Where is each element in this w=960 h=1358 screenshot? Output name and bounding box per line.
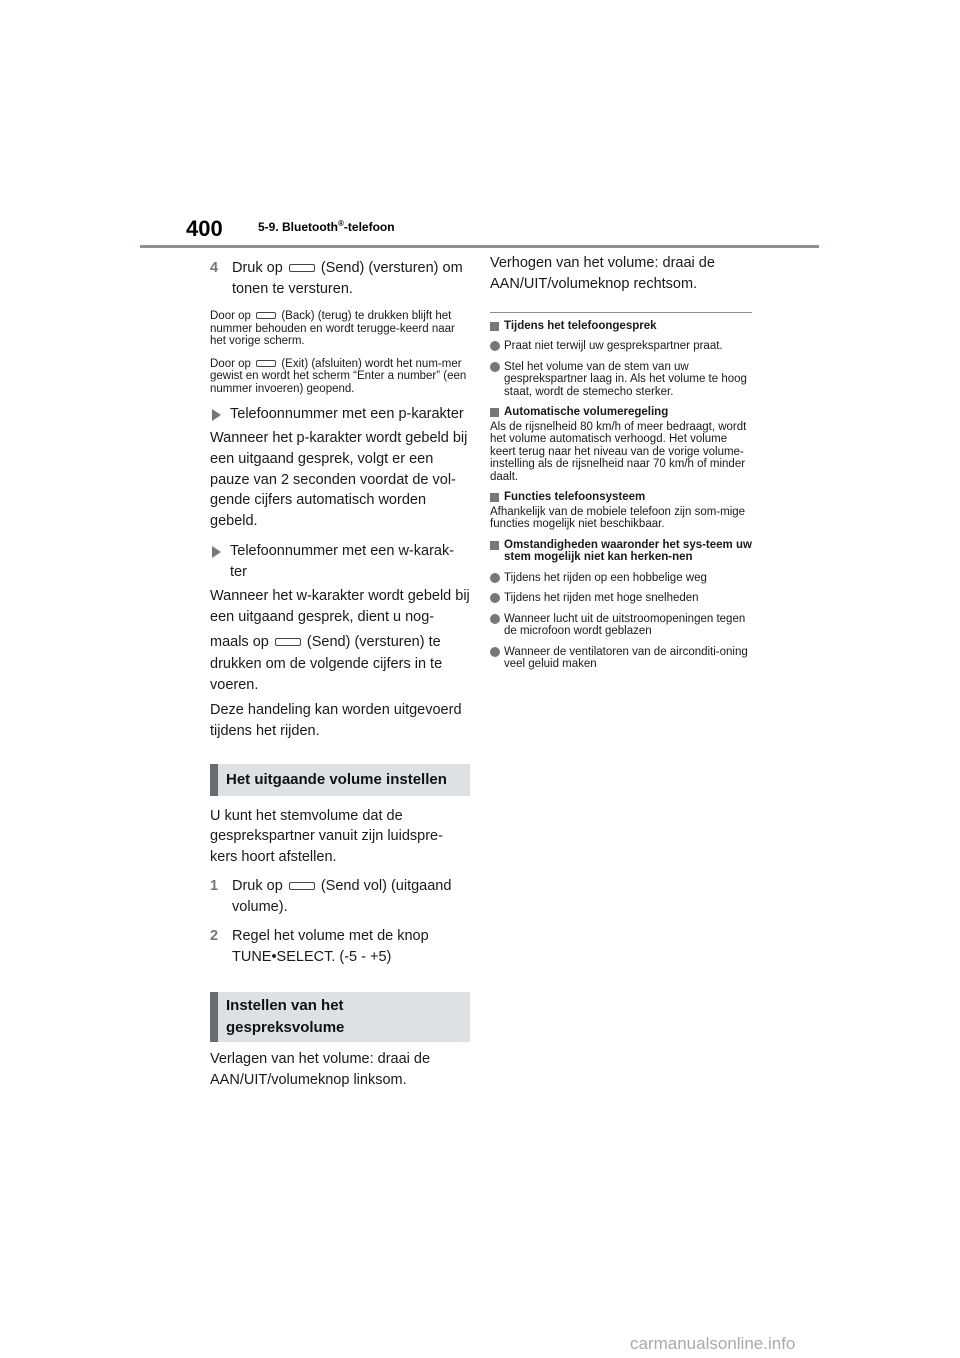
raise-volume-text: Verhogen van het volume: draai de AAN/UIT/volumeknop rechtsom. <box>490 255 715 292</box>
divider <box>490 312 752 313</box>
bullet-item <box>490 361 752 399</box>
back-note <box>210 310 470 348</box>
step-1 <box>210 876 470 918</box>
w-character-heading <box>210 541 470 583</box>
step-1-text-b: (Send vol) (uitgaand volume). <box>232 877 452 915</box>
dot-bullet-icon <box>490 341 500 351</box>
during-call-heading <box>490 320 752 333</box>
w-character-body-3: drukken om de volgende cijfers in te voeren. <box>210 656 443 694</box>
step-1-text-a: Druk op <box>232 877 283 894</box>
auto-volume-heading <box>490 406 752 419</box>
back-note-a: Door op <box>210 310 251 322</box>
lower-volume-text: Verlagen van het volume: draai de AAN/UIT/volumeknop linksom. <box>210 1050 431 1088</box>
right-column <box>490 253 752 671</box>
p-character-body: Wanneer het p-karakter wordt gebeld bij een uitgaand gesprek, volgt er een pauze van 2 seconden voordat de vol-gende cijfers automatisch worden gebeld. <box>210 430 468 530</box>
phone-functions-heading-text: Functies telefoonsysteem <box>504 491 646 504</box>
bullet-item <box>490 592 752 605</box>
w-heading-text: Telefoonnummer met een w-karak-ter <box>230 542 455 580</box>
w-body-2b: (Send) (versturen) te <box>306 633 441 650</box>
step-2-text: Regel het volume met de knop TUNE•SELECT. (-5 - +5) <box>232 927 429 965</box>
p-character-heading <box>210 404 470 425</box>
exit-button-icon <box>256 360 276 367</box>
exit-note <box>210 358 470 396</box>
back-button-icon <box>256 312 276 319</box>
banner-call-volume: Instellen van het gespreksvolume <box>210 992 470 1042</box>
square-bullet-icon <box>490 541 499 550</box>
page-number: 400 <box>186 216 223 241</box>
send-button-icon <box>289 264 315 272</box>
step-4-text-a: Druk op <box>232 260 283 276</box>
page-header <box>140 208 819 248</box>
step-4-text-b: (Send) (versturen) om tonen te versturen. <box>232 260 463 297</box>
bullet-text: Praat niet terwijl uw gesprekspartner praat. <box>504 340 723 353</box>
step-number: 1 <box>210 877 219 894</box>
bullet-text: Wanneer lucht uit de uitstroomopeningen tegen de microfoon wordt geblazen <box>504 612 746 638</box>
send-button-icon <box>275 638 301 646</box>
bullet-item <box>490 572 752 585</box>
bullet-item <box>490 340 752 353</box>
banner-outgoing-volume: Het uitgaande volume instellen <box>210 764 470 796</box>
send-vol-button-icon <box>289 882 315 890</box>
driving-note: Deze handeling kan worden uitgevoerd tijdens het rijden. <box>210 701 462 739</box>
square-bullet-icon <box>490 408 499 417</box>
bullet-text: Stel het volume van de stem van uw gesprekspartner laag in. Als het volume te hoog staat, wordt de stemecho sterker. <box>504 360 747 398</box>
w-character-body-1: Wanneer het w-karakter wordt gebeld bij een uitgaand gesprek, dient u nog- <box>210 587 470 625</box>
w-body-2a: maals op <box>210 633 269 650</box>
step-2 <box>210 926 470 968</box>
during-call-heading-text: Tijdens het telefoongesprek <box>504 319 657 332</box>
w-character-body-2 <box>210 632 470 653</box>
phone-functions-body: Afhankelijk van de mobiele telefoon zijn som-mige functies mogelijk niet beschikbaar. <box>490 505 746 531</box>
watermark-link[interactable]: carmanualsonline.info <box>630 1334 796 1353</box>
exit-note-b: (Exit) (afsluiten) wordt het num-mer gewist en wordt het scherm “Enter a number” (een nummer invoeren) geopend. <box>210 357 467 395</box>
back-note-b: (Back) (terug) te drukken blijft het nummer behouden en wordt terugge-keerd naar het vorige scherm. <box>210 310 455 347</box>
dot-bullet-icon <box>490 362 500 372</box>
bullet-text: Wanneer de ventilatoren van de airconditi-oning veel geluid maken <box>504 645 748 671</box>
registered-mark: ® <box>338 219 344 228</box>
section-suffix: -telefoon <box>343 220 395 234</box>
section-title <box>258 219 395 234</box>
auto-volume-body: Als de rijsnelheid 80 km/h of meer bedraagt, wordt het volume automatisch verhoogd. Het volume keert terug naar het niveau van de vorige volume-instelling als de rijsnelheid naar 70 km/h of minder daalt. <box>490 420 747 483</box>
bullet-text: Tijdens het rijden met hoge snelheden <box>504 592 699 605</box>
dot-bullet-icon <box>490 614 500 624</box>
bullet-item <box>490 646 752 671</box>
step-number: 2 <box>210 927 219 944</box>
step-number: 4 <box>210 260 219 276</box>
exit-note-a: Door op <box>210 357 251 370</box>
dot-bullet-icon <box>490 593 500 603</box>
left-column <box>210 258 470 1091</box>
recognition-heading <box>490 539 752 564</box>
bullet-item <box>490 613 752 638</box>
arrow-icon <box>212 409 221 421</box>
dot-bullet-icon <box>490 573 500 583</box>
square-bullet-icon <box>490 493 499 502</box>
outgoing-intro: U kunt het stemvolume dat de gesprekspartner vanuit zijn luidspre-kers hoort afstellen. <box>210 807 443 866</box>
section-prefix: 5-9. Bluetooth <box>258 220 338 234</box>
step-4 <box>210 258 470 300</box>
arrow-icon <box>212 546 221 558</box>
auto-volume-heading-text: Automatische volumeregeling <box>504 406 669 419</box>
recognition-heading-text: Omstandigheden waaronder het sys-teem uw stem mogelijk niet kan herken-nen <box>504 538 752 564</box>
phone-functions-heading <box>490 491 752 504</box>
bullet-text: Tijdens het rijden op een hobbelige weg <box>504 571 707 584</box>
p-heading-text: Telefoonnummer met een p-karakter <box>230 406 464 422</box>
square-bullet-icon <box>490 322 499 331</box>
dot-bullet-icon <box>490 647 500 657</box>
